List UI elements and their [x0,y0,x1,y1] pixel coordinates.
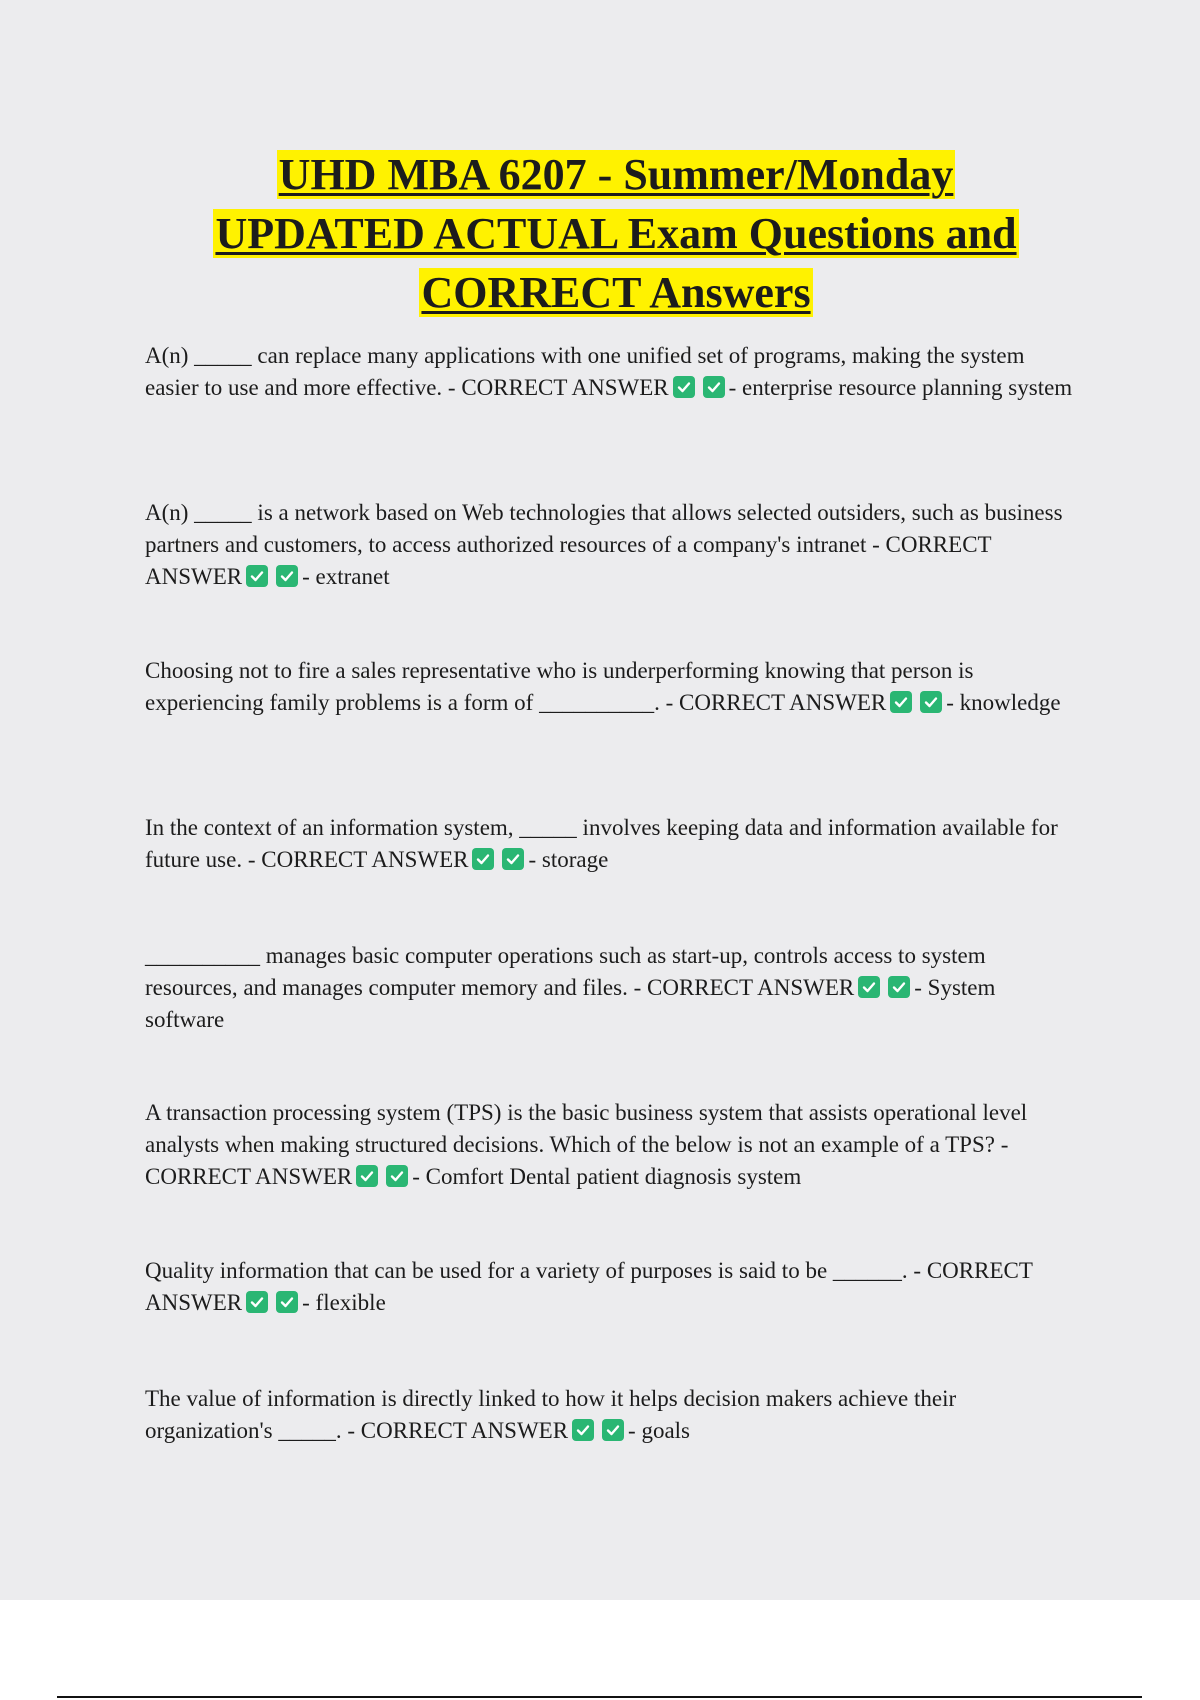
check-mark-button-icon [276,1291,298,1313]
check-mark-button-icon [858,976,880,998]
check-mark-button-icon [276,565,298,587]
question-text: A(n) _____ is a network based on Web technologies that allows selected outsiders, such as business partners and customers, to access authorized resources of a company's intranet [145,500,1063,557]
check-mark-button-icon [246,565,268,587]
question-text: Choosing not to fire a sales representative who is underperforming knowing that person is experiencing family problems is a form of __________. [145,658,974,715]
check-mark-button-icon [920,691,942,713]
answer-text: - extranet [302,564,390,589]
title-line-2: UPDATED ACTUAL Exam Questions and [215,209,1017,258]
question-text: A transaction processing system (TPS) is the basic business system that assists operational level analysts when making structured decisions. Which of the below is not an example of a TPS? [145,1100,1028,1157]
title-line-3: CORRECT Answers [421,268,811,317]
check-mark-button-icon [602,1419,624,1441]
answer-marker: - CORRECT ANSWER [447,375,669,400]
question-text: The value of information is directly linked to how it helps decision makers achieve their organization's _____. [145,1386,957,1443]
question-text: A(n) _____ can replace many applications with one unified set of programs, making the system easier to use and more effective. [145,343,1025,400]
answer-text: - Comfort Dental patient diagnosis system [412,1164,802,1189]
answer-marker: - CORRECT ANSWER [347,1418,569,1443]
qa-item [145,1255,1080,1319]
answer-marker: - CORRECT ANSWER [665,690,887,715]
check-mark-button-icon [888,976,910,998]
check-mark-button-icon [673,376,695,398]
qa-item [145,497,1080,593]
check-mark-button-icon [502,848,524,870]
question-text: Quality information that can be used for a variety of purposes is said to be ______. [145,1258,908,1283]
check-mark-button-icon [890,691,912,713]
qa-item [145,940,1080,1036]
qa-item [145,1097,1080,1193]
title-line-1: UHD MBA 6207 - Summer/Monday [278,150,954,199]
qa-item [145,1383,1080,1447]
check-mark-button-icon [386,1165,408,1187]
answer-marker: - CORRECT ANSWER [145,1258,1033,1315]
question-text: __________ manages basic computer operations such as start-up, controls access to system resources, and manages computer memory and files. [145,943,986,1000]
answer-marker: - CORRECT ANSWER [145,532,992,589]
answer-marker: - CORRECT ANSWER [145,1132,1009,1189]
bottom-divider [57,1696,1142,1698]
answer-text: - System software [145,975,996,1032]
question-text: In the context of an information system, _____ involves keeping data and information available for future use. [145,815,1058,872]
check-mark-button-icon [472,848,494,870]
answer-text: - knowledge [946,690,1061,715]
check-mark-button-icon [572,1419,594,1441]
document-title [130,145,1102,322]
qa-item [145,812,1080,876]
answer-marker: - CORRECT ANSWER [633,975,855,1000]
qa-item [145,340,1080,404]
answer-text: - storage [528,847,609,872]
answer-marker: - CORRECT ANSWER [247,847,469,872]
answer-text: - enterprise resource planning system [728,375,1073,400]
answer-text: - flexible [302,1290,386,1315]
qa-item [145,655,1080,719]
check-mark-button-icon [356,1165,378,1187]
check-mark-button-icon [703,376,725,398]
answer-text: - goals [628,1418,691,1443]
check-mark-button-icon [246,1291,268,1313]
